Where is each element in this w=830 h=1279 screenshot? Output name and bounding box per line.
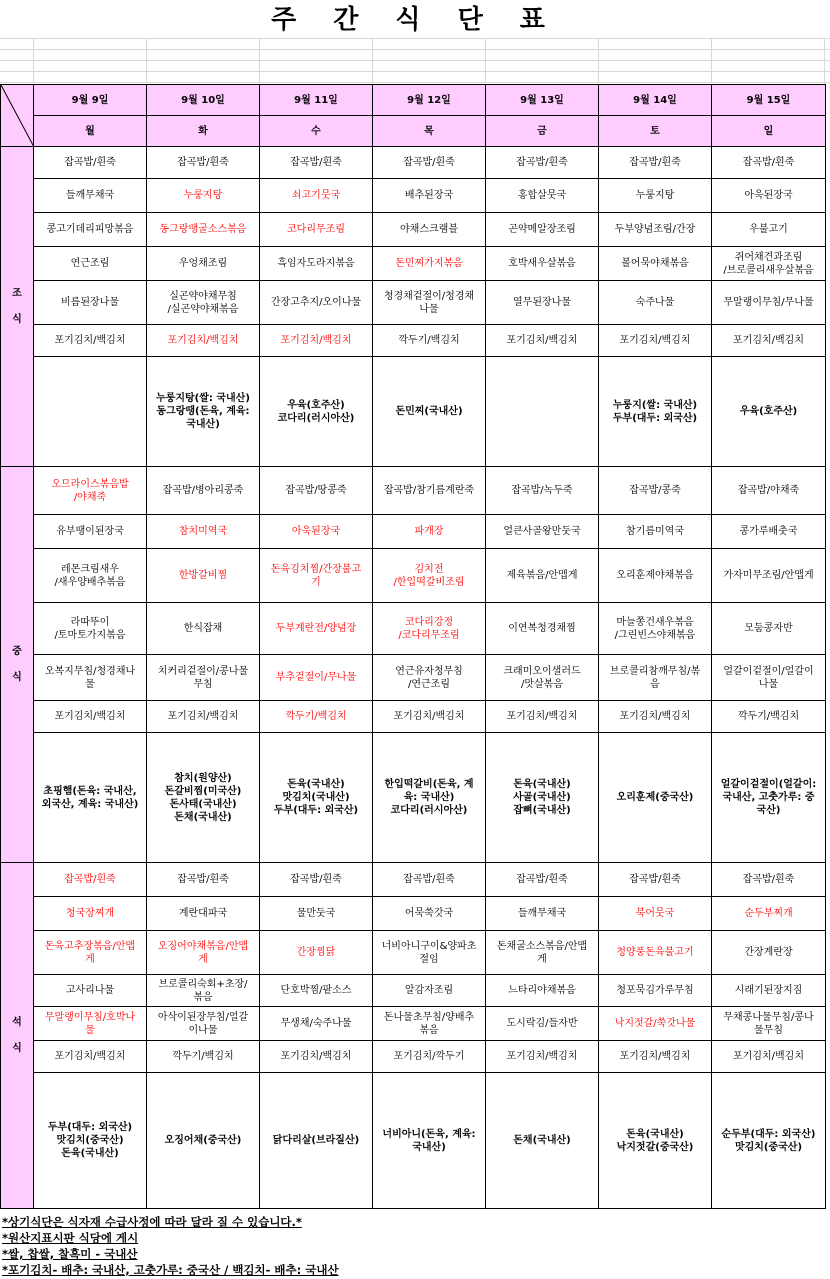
origin-cell: 오리훈제(중국산) [599, 733, 712, 863]
weekday-header: 금 [486, 116, 599, 147]
menu-item-cell: 배추된장국 [373, 179, 486, 213]
date-header: 9월 11일 [260, 85, 373, 116]
origin-cell: 닭다리살(브라질산) [260, 1073, 373, 1209]
menu-item-cell: 포기김치/백김치 [34, 325, 147, 357]
origin-cell: 누룽지탕(쌀: 국내산) 동그랑땡(돈육, 계육: 국내산) [147, 357, 260, 467]
menu-item-cell: 포기김치/백김치 [147, 325, 260, 357]
menu-item-cell: 부추겉절이/무나물 [260, 655, 373, 701]
origin-cell: 오징어채(중국산) [147, 1073, 260, 1209]
menu-item-cell: 포기김치/백김치 [260, 325, 373, 357]
menu-item-cell: 김치전 /한입떡갈비조림 [373, 549, 486, 603]
menu-item-cell: 깍두기/백김치 [147, 1041, 260, 1073]
menu-item-cell: 잡곡밥/흰죽 [34, 863, 147, 897]
menu-item-cell: 볼어묵야채볶음 [599, 247, 712, 281]
menu-item-cell: 잡곡밥/흰죽 [599, 863, 712, 897]
note-line: *쌀, 찹쌀, 찰흑미 - 국내산 [2, 1247, 138, 1261]
menu-item-cell: 잡곡밥/콩죽 [599, 467, 712, 515]
menu-item-cell: 치커리겉절이/콩나물 무침 [147, 655, 260, 701]
menu-item-cell: 비름된장나물 [34, 281, 147, 325]
menu-item-cell: 아욱된장국 [260, 515, 373, 549]
menu-item-cell: 동그랑땡굴소스볶음 [147, 213, 260, 247]
menu-item-cell: 참기름미역국 [599, 515, 712, 549]
menu-item-cell: 제육볶음/안맵게 [486, 549, 599, 603]
note-line: *원산지표시판 식당에 게시 [2, 1231, 139, 1245]
date-header: 9월 9일 [34, 85, 147, 116]
menu-item-cell: 간장찜닭 [260, 931, 373, 975]
menu-item-cell: 잡곡밥/녹두죽 [486, 467, 599, 515]
origin-cell [34, 357, 147, 467]
page-title: 주 간 식 단 표 [271, 5, 559, 35]
menu-item-cell: 깍두기/백김치 [260, 701, 373, 733]
menu-item-cell: 간장계란장 [712, 931, 826, 975]
menu-item-cell: 아삭이된장무침/얼갈 이나물 [147, 1007, 260, 1041]
menu-item-cell: 이연복청경채찜 [486, 603, 599, 655]
menu-item-cell: 청국장찌개 [34, 897, 147, 931]
menu-item-cell: 누룽지탕 [147, 179, 260, 213]
weekday-header: 토 [599, 116, 712, 147]
menu-item-cell: 돈육김치찜/간장불고 기 [260, 549, 373, 603]
menu-item-cell: 두부계란전/양념장 [260, 603, 373, 655]
menu-item-cell: 잡곡밥/흰죽 [599, 147, 712, 179]
menu-item-cell: 쇠고기뭇국 [260, 179, 373, 213]
menu-item-cell: 계란대파국 [147, 897, 260, 931]
menu-item-cell: 잡곡밥/흰죽 [34, 147, 147, 179]
menu-item-cell: 잡곡밥/흰죽 [260, 863, 373, 897]
menu-item-cell: 잡곡밥/야채죽 [712, 467, 826, 515]
menu-item-cell: 돈나물초무침/양배추 볶음 [373, 1007, 486, 1041]
meal-label: 중 식 [1, 467, 34, 863]
menu-item-cell: 너비아니구이&양파초 절임 [373, 931, 486, 975]
menu-item-cell: 열무된장나물 [486, 281, 599, 325]
origin-cell: 참치(원양산) 돈갈비찜(미국산) 돈사태(국내산) 돈채(국내산) [147, 733, 260, 863]
menu-item-cell: 모둠콩자반 [712, 603, 826, 655]
menu-item-cell: 곤약메알장조림 [486, 213, 599, 247]
menu-item-cell: 잡곡밥/흰죽 [260, 147, 373, 179]
menu-item-cell: 한방갈비찜 [147, 549, 260, 603]
origin-cell: 너비아니(돈육, 계육: 국내산) [373, 1073, 486, 1209]
menu-item-cell: 쥐어채견과조림 /브로콜리새우살볶음 [712, 247, 826, 281]
menu-item-cell: 잡곡밥/흰죽 [373, 147, 486, 179]
menu-item-cell: 북어뭇국 [599, 897, 712, 931]
menu-item-cell: 콩고기데리피망볶음 [34, 213, 147, 247]
menu-item-cell: 돈육고추장볶음/안맵 게 [34, 931, 147, 975]
menu-item-cell: 포기김치/백김치 [599, 325, 712, 357]
menu-item-cell: 잡곡밥/흰죽 [486, 863, 599, 897]
origin-cell: 돈육(국내산) 맛김치(국내산) 두부(대두: 외국산) [260, 733, 373, 863]
menu-item-cell: 잡곡밥/흰죽 [147, 147, 260, 179]
menu-item-cell: 두부양념조림/간장 [599, 213, 712, 247]
menu-item-cell: 낙지젓갈/쑥갓나물 [599, 1007, 712, 1041]
menu-item-cell: 유부땡이된장국 [34, 515, 147, 549]
meal-label: 조 식 [1, 147, 34, 467]
menu-item-cell: 무말랭이무침/무나물 [712, 281, 826, 325]
menu-item-cell: 잡곡밥/흰죽 [712, 863, 826, 897]
menu-item-cell: 잡곡밥/흰죽 [147, 863, 260, 897]
menu-item-cell: 브로콜리참깨무침/볶 음 [599, 655, 712, 701]
menu-item-cell: 코다리강정 /코다리무조림 [373, 603, 486, 655]
menu-item-cell: 누룽지탕 [599, 179, 712, 213]
origin-cell [486, 357, 599, 467]
date-header: 9월 10일 [147, 85, 260, 116]
menu-item-cell: 포기김치/백김치 [373, 701, 486, 733]
menu-item-cell: 잡곡밥/참기름계란죽 [373, 467, 486, 515]
spreadsheet-gridlines [0, 38, 830, 84]
menu-item-cell: 간장고추지/오이나물 [260, 281, 373, 325]
menu-item-cell: 깍두기/백김치 [373, 325, 486, 357]
menu-item-cell: 연근유자청무침 /연근조림 [373, 655, 486, 701]
note-line: *포기김치- 배추: 국내산, 고춧가루: 중국산 / 백김치- 배추: 국내산 [2, 1263, 339, 1277]
date-header: 9월 15일 [712, 85, 826, 116]
origin-cell: 돈육(국내산) 사골(국내산) 잡뼈(국내산) [486, 733, 599, 863]
menu-item-cell: 포기김치/백김치 [486, 1041, 599, 1073]
menu-item-cell: 오므라이스볶음밥 /야채죽 [34, 467, 147, 515]
origin-cell: 얼갈이겉절이(얼갈이: 국내산, 고춧가루: 중 국산) [712, 733, 826, 863]
origin-cell: 초핑햄(돈육: 국내산, 외국산, 계육: 국내산) [34, 733, 147, 863]
weekday-header: 수 [260, 116, 373, 147]
menu-item-cell: 숙주나물 [599, 281, 712, 325]
origin-cell: 우육(호주산) [712, 357, 826, 467]
menu-item-cell: 무생채/숙주나물 [260, 1007, 373, 1041]
date-header: 9월 12일 [373, 85, 486, 116]
origin-cell: 두부(대두: 외국산) 맛김치(중국산) 돈육(국내산) [34, 1073, 147, 1209]
menu-item-cell: 들깨무채국 [34, 179, 147, 213]
menu-item-cell: 포기김치/백김치 [712, 325, 826, 357]
menu-item-cell: 깍두기/백김치 [712, 701, 826, 733]
menu-item-cell: 돈채굴소스볶음/안맵 게 [486, 931, 599, 975]
menu-item-cell: 레몬크림새우 /새우양배추볶음 [34, 549, 147, 603]
menu-item-cell: 시래기된장지짐 [712, 975, 826, 1007]
menu-item-cell: 포기김치/깍두기 [373, 1041, 486, 1073]
menu-item-cell: 알감자조림 [373, 975, 486, 1007]
menu-item-cell: 잡곡밥/흰죽 [712, 147, 826, 179]
menu-item-cell: 포기김치/백김치 [486, 701, 599, 733]
menu-item-cell: 오징어야채볶음/안맵 게 [147, 931, 260, 975]
origin-cell: 순두부(대두: 외국산) 맛김치(중국산) [712, 1073, 826, 1209]
menu-item-cell: 고사리나물 [34, 975, 147, 1007]
menu-item-cell: 포기김치/백김치 [599, 701, 712, 733]
menu-item-cell: 포기김치/백김치 [486, 325, 599, 357]
menu-item-cell: 무채콩나물무침/콩나 물무침 [712, 1007, 826, 1041]
menu-item-cell: 청포묵김가루무침 [599, 975, 712, 1007]
note-line: *상기식단은 식자재 수급사정에 따라 달라 질 수 있습니다.* [2, 1215, 302, 1229]
menu-item-cell: 연근조림 [34, 247, 147, 281]
menu-item-cell: 돈민찌가지볶음 [373, 247, 486, 281]
menu-item-cell: 물만둣국 [260, 897, 373, 931]
menu-item-cell: 얼갈이겉절이/얼갈이 나물 [712, 655, 826, 701]
menu-item-cell: 가자미무조림/안맵게 [712, 549, 826, 603]
menu-item-cell: 코다리무조림 [260, 213, 373, 247]
meal-label: 석 식 [1, 863, 34, 1209]
menu-item-cell: 포기김치/백김치 [147, 701, 260, 733]
menu-item-cell: 우엉채조림 [147, 247, 260, 281]
menu-item-cell: 파개장 [373, 515, 486, 549]
menu-item-cell: 포기김치/백김치 [712, 1041, 826, 1073]
weekday-header: 월 [34, 116, 147, 147]
weekly-menu-table [0, 84, 826, 1209]
menu-item-cell: 포기김치/백김치 [34, 1041, 147, 1073]
origin-cell: 우육(호주산) 코다리(러시아산) [260, 357, 373, 467]
menu-item-cell: 잡곡밥/흰죽 [373, 863, 486, 897]
menu-item-cell: 들깨무채국 [486, 897, 599, 931]
menu-item-cell: 포기김치/백김치 [260, 1041, 373, 1073]
footnotes [2, 1214, 339, 1278]
menu-item-cell: 참치미역국 [147, 515, 260, 549]
menu-item-cell: 오리훈제야채볶음 [599, 549, 712, 603]
date-header: 9월 14일 [599, 85, 712, 116]
menu-item-cell: 홍합살뭇국 [486, 179, 599, 213]
menu-item-cell: 포기김치/백김치 [599, 1041, 712, 1073]
menu-item-cell: 도시락김/들자반 [486, 1007, 599, 1041]
weekday-header: 목 [373, 116, 486, 147]
menu-item-cell: 얼큰사골왕만둣국 [486, 515, 599, 549]
menu-item-cell: 청경채겉절이/청경채 나물 [373, 281, 486, 325]
weekday-header: 일 [712, 116, 826, 147]
menu-item-cell: 잡곡밥/흰죽 [486, 147, 599, 179]
origin-cell: 돈민찌(국내산) [373, 357, 486, 467]
menu-item-cell: 청양풍돈육불고기 [599, 931, 712, 975]
origin-cell: 돈육(국내산) 낙지젓갈(중국산) [599, 1073, 712, 1209]
menu-item-cell: 잡곡밥/병아리콩죽 [147, 467, 260, 515]
menu-item-cell: 무말랭이무침/호박나 물 [34, 1007, 147, 1041]
menu-item-cell: 마늘쫑건새우볶음 /그린빈스야채볶음 [599, 603, 712, 655]
menu-item-cell: 포기김치/백김치 [34, 701, 147, 733]
header-corner-cell [1, 85, 34, 147]
menu-item-cell: 호박새우살볶음 [486, 247, 599, 281]
menu-item-cell: 크래미오이샐러드 /맛살볶음 [486, 655, 599, 701]
date-header: 9월 13일 [486, 85, 599, 116]
menu-item-cell: 브로콜리숙회+초장/ 볶음 [147, 975, 260, 1007]
menu-item-cell: 야채스크램블 [373, 213, 486, 247]
menu-item-cell: 라따뚜이 /토마토가지볶음 [34, 603, 147, 655]
menu-item-cell: 실곤약야채무침 /실곤약야채볶음 [147, 281, 260, 325]
menu-item-cell: 아욱된장국 [712, 179, 826, 213]
menu-item-cell: 순두부찌개 [712, 897, 826, 931]
origin-cell: 한입떡갈비(돈육, 계 육: 국내산) 코다리(러시아산) [373, 733, 486, 863]
menu-item-cell: 잡곡밥/땅콩죽 [260, 467, 373, 515]
menu-item-cell: 오복지무침/청경채나 물 [34, 655, 147, 701]
menu-item-cell: 콩가루배춧국 [712, 515, 826, 549]
origin-cell: 누룽지(쌀: 국내산) 두부(대두: 외국산) [599, 357, 712, 467]
menu-item-cell: 우불고기 [712, 213, 826, 247]
menu-item-cell: 단호박찜/팥소스 [260, 975, 373, 1007]
menu-item-cell: 흑임자도라지볶음 [260, 247, 373, 281]
menu-item-cell: 어묵쑥갓국 [373, 897, 486, 931]
weekday-header: 화 [147, 116, 260, 147]
menu-item-cell: 느타리야채볶음 [486, 975, 599, 1007]
menu-item-cell: 한식잡채 [147, 603, 260, 655]
origin-cell: 돈채(국내산) [486, 1073, 599, 1209]
